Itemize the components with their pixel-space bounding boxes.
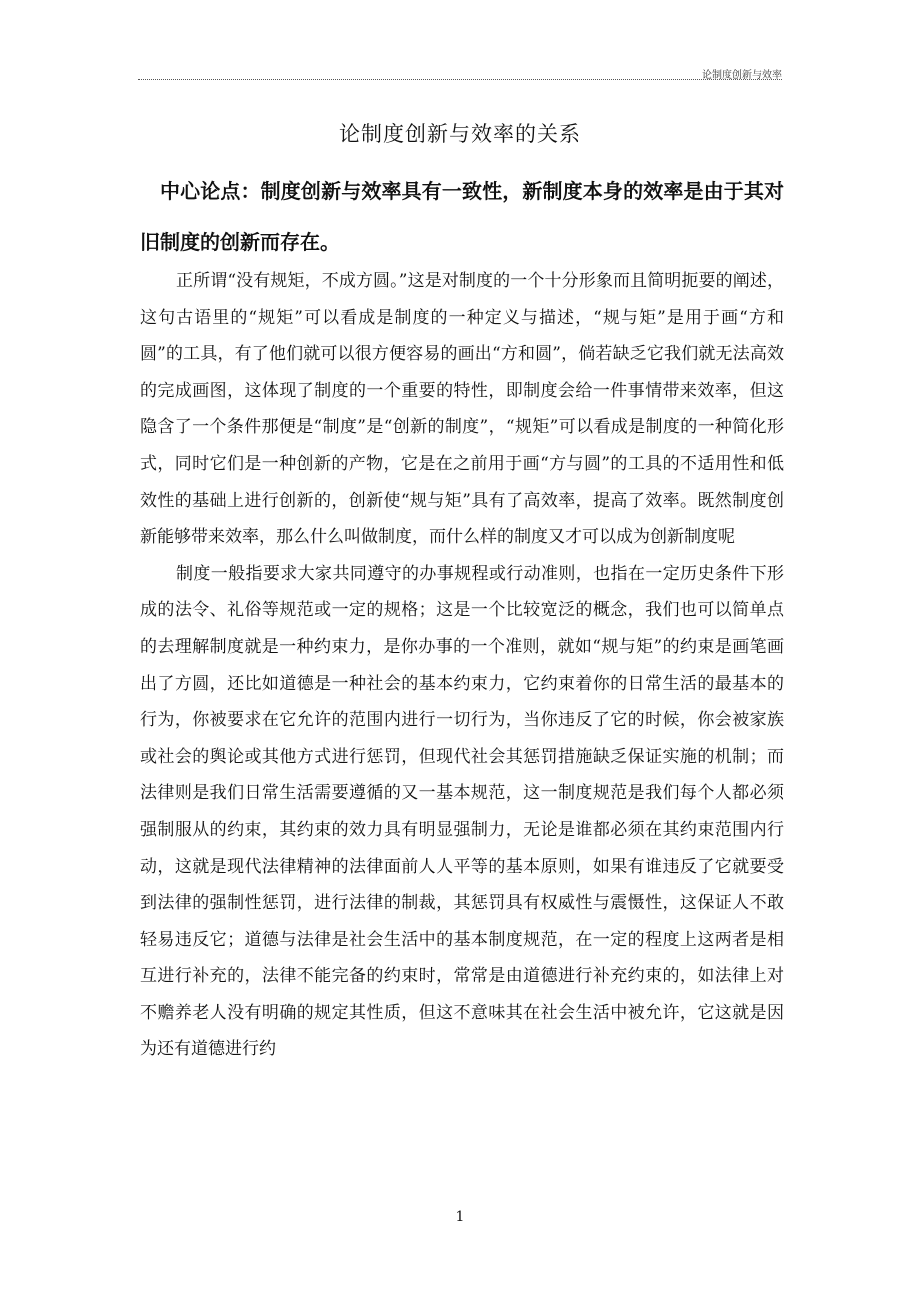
paragraph: 正所谓“没有规矩，不成方圆。”这是对制度的一个十分形象而且简明扼要的阐述，这句古语里的“规矩”可以看成是制度的一种定义与描述，“规与矩”是用于画“方和圆”的工具，有了他们就可以很方便容易的画出“方和圆”，倘若缺乏它我们就无法高效的完成画图，这体现了制度的一个重要的特性，即制度会给一件事情带来效率，但这隐含了一个条件那便是“制度”是“创新的制度”，“规矩”可以看成是制度的一种简化形式，同时它们是一种创新的产物，它是在之前用于画“方与圆”的工具的不适用性和低效性的基础上进行创新的，创新使“规与矩”具有了高效率，提高了效率。既然制度创新能够带来效率，那么什么叫做制度，而什么样的制度又才可以成为创新制度呢 <box>140 271 784 548</box>
header-divider <box>138 79 782 80</box>
running-header: 论制度创新与效率 <box>702 70 782 81</box>
page-number: 1 <box>455 1209 465 1225</box>
document-title: 论制度创新与效率的关系 <box>339 122 581 146</box>
thesis-statement: 中心论点：制度创新与效率具有一致性，新制度本身的效率是由于其对旧制度的创新而存在。 <box>140 179 784 254</box>
document-body <box>140 263 784 1068</box>
paragraph: 制度一般指要求大家共同遵守的办事规程或行动准则，也指在一定历史条件下形成的法令、礼俗等规范或一定的规格；这是一个比较宽泛的概念，我们也可以简单点的去理解制度就是一种约束力，是你办事的一个准则，就如“规与矩”的约束是画笔画出了方圆，还比如道德是一种社会的基本约束力，它约束着你的日常生活的最基本的行为，你被要求在它允许的范围内进行一切行为，当你违反了它的时候，你会被家族或社会的舆论或其他方式进行惩罚，但现代社会其惩罚措施缺乏保证实施的机制；而法律则是我们日常生活需要遵循的又一基本规范，这一制度规范是我们每个人都必须强制服从的约束，其约束的效力具有明显强制力，无论是谁都必须在其约束范围内行动，这就是现代法律精神的法律面前人人平等的基本原则，如果有谁违反了它就要受到法律的强制性惩罚，进行法律的制裁，其惩罚具有权威性与震慑性，这保证人不敢轻易违反它；道德与法律是社会生活中的基本制度规范，在一定的程度上这两者是相互进行补充的，法律不能完备的约束时，常常是由道德进行补充约束的，如法律上对不赡养老人没有明确的规定其性质，但这不意味其在社会生活中被允许，它这就是因为还有道德进行约 <box>140 563 784 1060</box>
